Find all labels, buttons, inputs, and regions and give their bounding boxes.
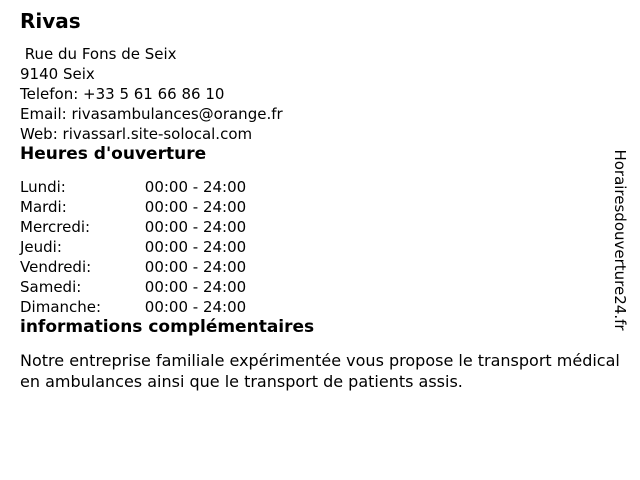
business-name: Rivas [20, 9, 81, 33]
additional-info-title: informations complémentaires [20, 317, 315, 337]
day-label: Jeudi: [20, 238, 62, 256]
opening-hours-title: Heures d'ouverture [20, 144, 207, 164]
hours-value: 00:00 - 24:00 [144, 258, 247, 276]
opening-hours-row-tuesday [20, 197, 640, 217]
opening-hours-table [20, 177, 640, 317]
hours-value: 00:00 - 24:00 [144, 218, 247, 236]
opening-hours-row-thursday [20, 237, 640, 257]
hours-value: 00:00 - 24:00 [144, 298, 247, 316]
opening-hours-row-wednesday [20, 217, 640, 237]
opening-hours-row-friday [20, 257, 640, 277]
day-label: Vendredi: [20, 258, 92, 276]
contact-info [20, 44, 640, 144]
hours-value: 00:00 - 24:00 [144, 278, 247, 296]
day-label: Lundi: [20, 178, 66, 196]
address-line-1: Rue du Fons de Seix [20, 45, 177, 63]
email-line: Email: rivasambulances@orange.fr [20, 105, 283, 123]
opening-hours-row-sunday [20, 297, 640, 317]
opening-hours-row-saturday [20, 277, 640, 297]
hours-value: 00:00 - 24:00 [144, 238, 247, 256]
day-label: Dimanche: [20, 298, 102, 316]
hours-value: 00:00 - 24:00 [144, 198, 247, 216]
day-label: Mercredi: [20, 218, 91, 236]
day-label: Samedi: [20, 278, 82, 296]
phone-line: Telefon: +33 5 61 66 86 10 [20, 85, 225, 103]
watermark-vertical-text: Horairesdouverture24.fr [611, 149, 629, 331]
day-label: Mardi: [20, 198, 67, 216]
web-line: Web: rivassarl.site-solocal.com [20, 125, 253, 143]
hours-value: 00:00 - 24:00 [144, 178, 247, 196]
address-line-2: 9140 Seix [20, 65, 95, 83]
additional-info-text: Notre entreprise familiale expérimentée vous propose le transport médical en ambulances ainsi que le transport de patients assis. [20, 351, 620, 391]
opening-hours-row-monday [20, 177, 640, 197]
